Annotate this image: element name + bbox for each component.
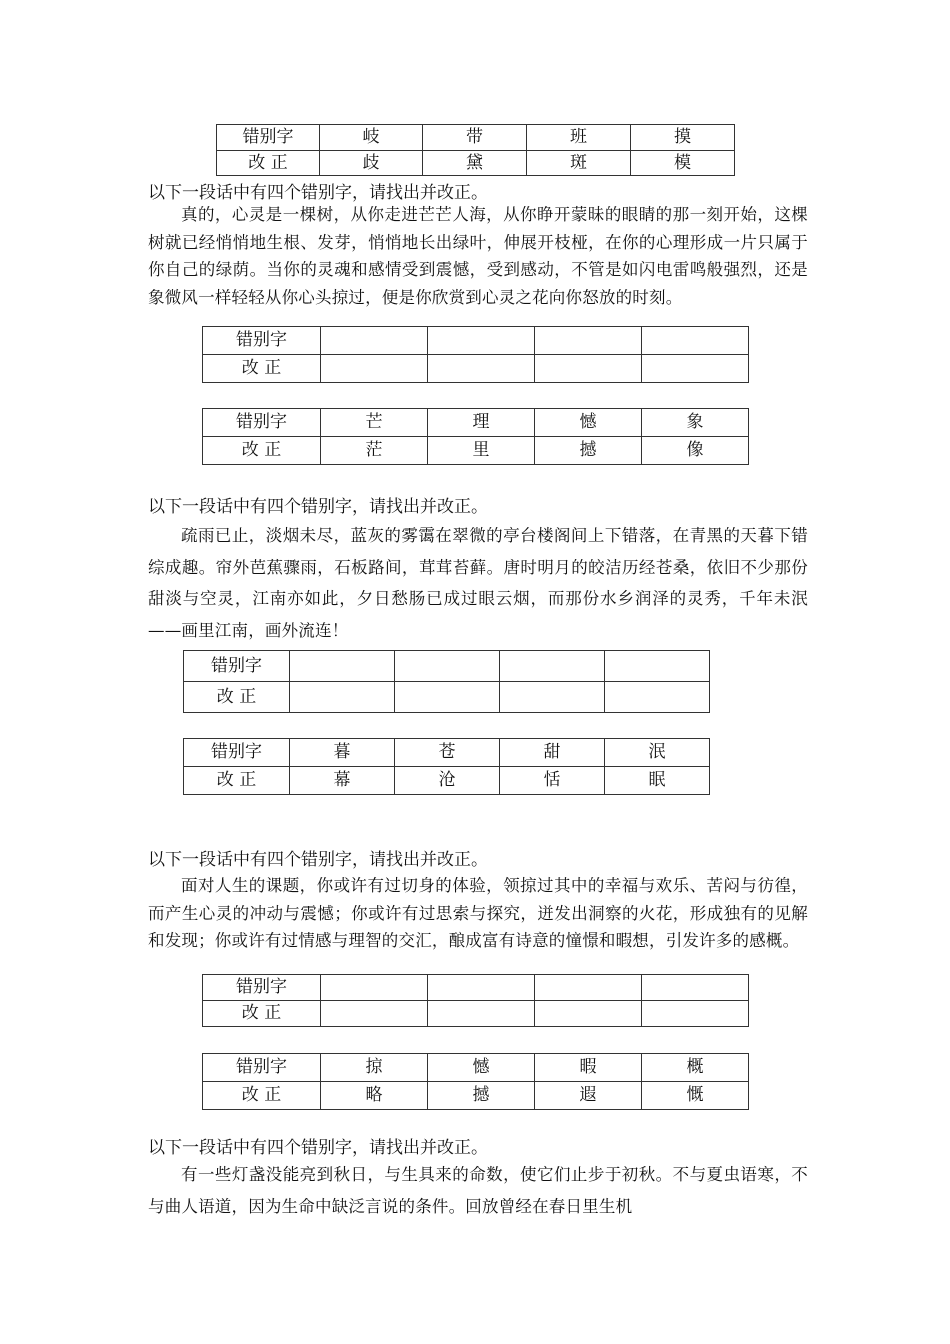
blank-table [202,326,749,383]
answer-cell[interactable] [395,682,500,713]
answer-cell[interactable] [321,327,428,355]
table-cell: 沧 [395,767,500,795]
answer-cell[interactable] [535,1001,642,1027]
table-row-label: 改 正 [203,355,321,383]
answer-table-3 [183,738,710,795]
answer-cell[interactable] [428,975,535,1001]
answer-cell[interactable] [535,355,642,383]
answer-table-1 [216,124,735,176]
exercise-instruction: 以下一段话中有四个错别字，请找出并改正。 [148,850,488,870]
answer-cell[interactable] [428,327,535,355]
table-row-label: 改 正 [217,151,320,176]
table-cell: 撼 [535,437,642,465]
answer-cell[interactable] [321,355,428,383]
table-row-label: 改 正 [203,1001,321,1027]
answer-cell[interactable] [642,975,749,1001]
table-cell: 斑 [527,151,631,176]
table-cell: 憾 [535,409,642,437]
table-row-label: 改 正 [184,767,290,795]
answer-cell[interactable] [642,355,749,383]
table-cell: 里 [428,437,535,465]
answer-cell[interactable] [290,682,395,713]
table-cell: 憾 [428,1054,535,1082]
exercise-instruction: 以下一段话中有四个错别字，请找出并改正。 [148,183,488,203]
table-row-label: 错别字 [184,651,290,682]
table-row-label: 改 正 [184,682,290,713]
exercise-passage: 疏雨已止，淡烟未尽，蓝灰的雾霭在翠微的亭台楼阁间上下错落，在青黑的天暮下错综成趣。帘外芭蕉骤雨，石板路间，茸茸苔藓。唐时明月的皎洁历经苍桑，依旧不少那份甜淡与空灵，江南亦如此，夕日愁肠已成过眼云烟，而那份水乡润泽的灵秀，千年未泯——画里江南，画外流连！ [148,526,808,640]
table-cell: 眠 [605,767,710,795]
table-cell: 班 [527,125,631,151]
table-cell: 撼 [428,1082,535,1110]
table-row-label: 错别字 [203,409,321,437]
table-cell: 恬 [500,767,605,795]
table-cell: 略 [321,1082,428,1110]
table-cell: 象 [642,409,749,437]
blank-table [202,974,749,1027]
exercise-passage: 面对人生的课题，你或许有过切身的体验，领掠过其中的幸福与欢乐、苦闷与彷徨，而产生心灵的冲动与震憾；你或许有过思索与探究，迸发出洞察的火花，形成独有的见解和发现；你或许有过情感与理智的交汇，酿成富有诗意的憧憬和暇想，引发许多的感概。 [148,876,808,950]
table-cell: 黛 [423,151,527,176]
table-row-label: 错别字 [203,975,321,1001]
answer-cell[interactable] [500,682,605,713]
table-cell: 模 [631,151,735,176]
exercise-instruction: 以下一段话中有四个错别字，请找出并改正。 [148,497,488,517]
table-cell: 歧 [320,151,423,176]
answer-cell[interactable] [428,355,535,383]
table-cell: 概 [642,1054,749,1082]
answer-table-4 [202,1053,749,1110]
table-cell: 暇 [535,1054,642,1082]
table-cell: 暮 [290,739,395,767]
answer-cell[interactable] [642,327,749,355]
answer-cell[interactable] [321,975,428,1001]
table-cell: 泯 [605,739,710,767]
table-cell: 茫 [321,437,428,465]
answer-cell[interactable] [605,682,710,713]
answer-cell[interactable] [642,1001,749,1027]
answer-cell[interactable] [500,651,605,682]
table-cell: 苍 [395,739,500,767]
answer-cell[interactable] [535,327,642,355]
table-row-label: 错别字 [184,739,290,767]
table-cell: 带 [423,125,527,151]
table-row-label: 改 正 [203,437,321,465]
table-row-label: 错别字 [203,1054,321,1082]
table-cell: 岐 [320,125,423,151]
answer-cell[interactable] [428,1001,535,1027]
answer-cell[interactable] [321,1001,428,1027]
table-row-label: 错别字 [203,327,321,355]
table-cell: 幕 [290,767,395,795]
table-cell: 理 [428,409,535,437]
table-cell: 慨 [642,1082,749,1110]
exercise-instruction: 以下一段话中有四个错别字，请找出并改正。 [148,1138,488,1158]
table-cell: 遐 [535,1082,642,1110]
table-row-label: 改 正 [203,1082,321,1110]
answer-table-2 [202,408,749,465]
table-cell: 摸 [631,125,735,151]
answer-cell[interactable] [535,975,642,1001]
exercise-passage: 真的，心灵是一棵树，从你走进芒芒人海，从你睁开蒙昧的眼睛的那一刻开始，这棵树就已经悄悄地生根、发芽，悄悄地长出绿叶，伸展开枝桠，在你的心理形成一片只属于你自己的绿荫。当你的灵魂和感情受到震憾，受到感动，不管是如闪电雷鸣般强烈，还是象微风一样轻轻从你心头掠过，便是你欣赏到心灵之花向你怒放的时刻。 [148,205,808,307]
table-cell: 像 [642,437,749,465]
blank-table [183,650,710,713]
table-row-label: 错别字 [217,125,320,151]
answer-cell[interactable] [290,651,395,682]
answer-cell[interactable] [395,651,500,682]
table-cell: 掠 [321,1054,428,1082]
exercise-passage: 有一些灯盏没能亮到秋日，与生具来的命数，使它们止步于初秋。不与夏虫语寒，不与曲人语道，因为生命中缺泛言说的条件。回放曾经在春日里生机 [148,1165,808,1216]
answer-cell[interactable] [605,651,710,682]
table-cell: 芒 [321,409,428,437]
table-cell: 甜 [500,739,605,767]
